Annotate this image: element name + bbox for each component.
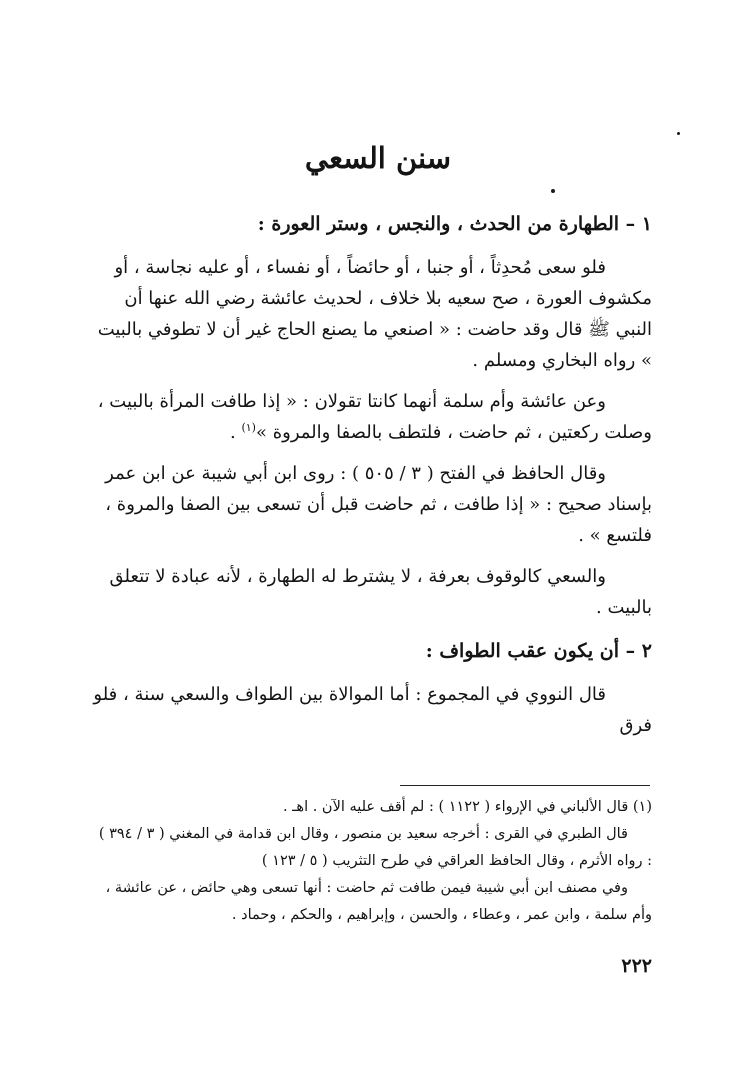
- footnote-divider: [400, 785, 650, 786]
- paragraph-2-text: وعن عائشة وأم سلمة أنهما كانتا تقولان : « إذا طافت المرأة بالبيت ، وصلت ركعتين ، ثم حاضت ، فلتطف بالصفا والمروة »: [97, 391, 652, 443]
- ink-speck: [551, 189, 555, 193]
- footnote-line-2: قال الطبري في القرى : أخرجه سعيد بن منصور ، وقال ابن قدامة في المغني ( ٣ / ٣٩٤ ) : رواه الأثرم ، وقال الحافظ العراقي في طرح التثريب ( ٥ / ١٢٣ ): [98, 826, 652, 869]
- page-number: ٢٢٢: [621, 955, 652, 977]
- page-title: سنن السعي: [304, 141, 452, 175]
- ink-speck: [677, 132, 680, 135]
- footnote-line-1: (١) قال الألباني في الإرواء ( ١١٢٢ ) : لم أقف عليه الآن . اهـ .: [282, 799, 652, 815]
- paragraph-5: قال النووي في المجموع : أما الموالاة بين الطواف والسعي سنة ، فلو فرق: [93, 684, 652, 736]
- paragraph-2-end: .: [230, 422, 242, 443]
- footnote-line-3: وفي مصنف ابن أبي شيبة فيمن طافت ثم حاضت : أنها تسعى وهي حائض ، عن عائشة ، وأم سلمة ، وابن عمر ، وعطاء ، والحسن ، وإبراهيم ، والحكم ، وحماد .: [105, 880, 652, 923]
- paragraph-3: وقال الحافظ في الفتح ( ٣ / ٥٠٥ ) : روى ابن أبي شيبة عن ابن عمر بإسناد صحيح : « إذا طافت ، ثم حاضت قبل أن تسعى بين الصفا والمروة ، فلتسع » .: [105, 463, 652, 546]
- section-heading-2: ٢ – أن يكون عقب الطواف :: [425, 640, 652, 662]
- footnote-ref: (١): [241, 421, 256, 434]
- paragraph-1: فلو سعى مُحدِثاً ، أو جنبا ، أو حائضاً ، أو نفساء ، أو عليه نجاسة ، أو مكشوف العورة ، صح سعيه بلا خلاف ، لحديث عائشة رضي الله عنها أن النبي ﷺ قال وقد حاضت : « اصنعي ما يصنع الحاج غير أن لا تطوفي بالبيت » رواه البخاري ومسلم .: [97, 257, 652, 371]
- paragraph-4: والسعي كالوقوف بعرفة ، لا يشترط له الطهارة ، لأنه عبادة لا تتعلق بالبيت .: [109, 566, 652, 618]
- section-heading-1: ١ – الطهارة من الحدث ، والنجس ، وستر العورة :: [257, 213, 652, 235]
- paragraph-2: [92, 386, 652, 448]
- main-text: [92, 206, 652, 741]
- footnotes: [92, 794, 652, 929]
